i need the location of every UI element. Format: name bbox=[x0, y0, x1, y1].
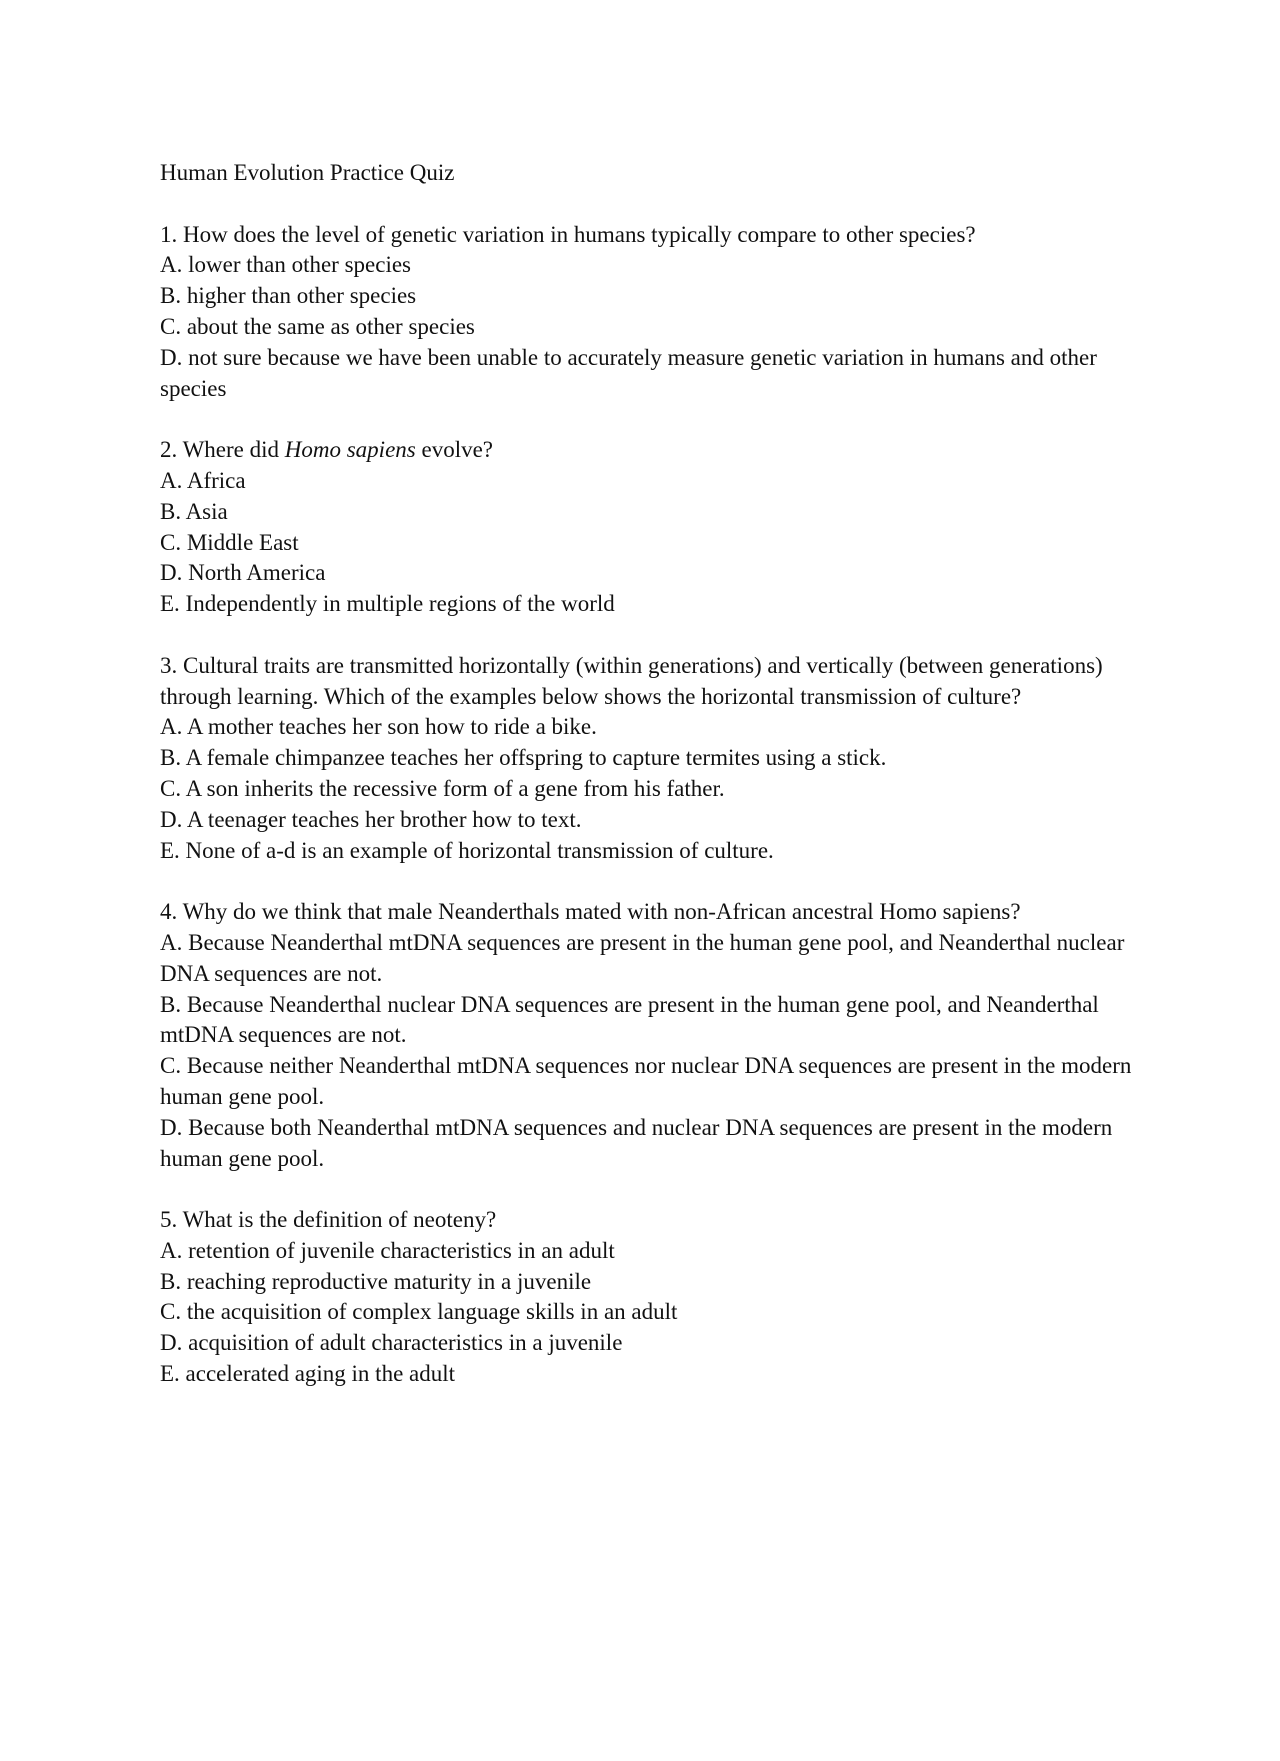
question-prompt bbox=[160, 435, 1140, 466]
question-2 bbox=[160, 435, 1140, 620]
spacer bbox=[160, 620, 1140, 651]
answer-option: A. retention of juvenile characteristics in an adult bbox=[160, 1237, 615, 1263]
question-prompt: 4. Why do we think that male Neanderthals mated with non-African ancestral Homo sapiens? bbox=[160, 899, 1021, 925]
question-1 bbox=[160, 220, 1140, 405]
document-page bbox=[160, 158, 1140, 1390]
spacer bbox=[160, 1174, 1140, 1205]
answer-option: C. about the same as other species bbox=[160, 313, 475, 339]
question-5 bbox=[160, 1205, 1140, 1390]
document-title: Human Evolution Practice Quiz bbox=[160, 160, 455, 185]
question-4 bbox=[160, 897, 1140, 1174]
spacer bbox=[160, 189, 1140, 220]
answer-option: B. higher than other species bbox=[160, 283, 417, 309]
answer-option: A. lower than other species bbox=[160, 252, 412, 278]
answer-option: D. Because both Neanderthal mtDNA sequences and nuclear DNA sequences are present in the modern human gene pool. bbox=[160, 1114, 1113, 1171]
question-prompt: 1. How does the level of genetic variation in humans typically compare to other species? bbox=[160, 221, 976, 247]
spacer bbox=[160, 404, 1140, 435]
answer-option: E. Independently in multiple regions of the world bbox=[160, 591, 615, 617]
answer-option: D. North America bbox=[160, 560, 326, 586]
question-prompt-start: 2. Where did bbox=[160, 437, 285, 463]
answer-option: A. Africa bbox=[160, 467, 246, 493]
question-prompt: 3. Cultural traits are transmitted horizontally (within generations) and vertically (between generations) through learning. Which of the examples below shows the horizontal transmission of culture? bbox=[160, 652, 1103, 709]
species-name: Homo sapiens bbox=[284, 437, 416, 463]
answer-option: C. Middle East bbox=[160, 529, 299, 555]
answer-option: E. None of a-d is an example of horizontal transmission of culture. bbox=[160, 837, 774, 863]
answer-option: C. the acquisition of complex language skills in an adult bbox=[160, 1299, 678, 1325]
answer-option: B. Because Neanderthal nuclear DNA sequences are present in the human gene pool, and Neanderthal mtDNA sequences are not. bbox=[160, 991, 1099, 1048]
answer-option: C. Because neither Neanderthal mtDNA sequences nor nuclear DNA sequences are present in the modern human gene pool. bbox=[160, 1053, 1132, 1109]
answer-option: E. accelerated aging in the adult bbox=[160, 1361, 456, 1387]
answer-option: A. Because Neanderthal mtDNA sequences are present in the human gene pool, and Neanderthal nuclear DNA sequences are not. bbox=[160, 929, 1125, 986]
answer-option: C. A son inherits the recessive form of a gene from his father. bbox=[160, 775, 725, 801]
answer-option: B. reaching reproductive maturity in a juvenile bbox=[160, 1268, 592, 1294]
answer-option: D. acquisition of adult characteristics in a juvenile bbox=[160, 1330, 623, 1356]
spacer bbox=[160, 866, 1140, 897]
answer-option: B. A female chimpanzee teaches her offspring to capture termites using a stick. bbox=[160, 745, 887, 771]
answer-option: D. A teenager teaches her brother how to text. bbox=[160, 806, 582, 832]
question-prompt-end: evolve? bbox=[415, 437, 494, 463]
answer-option: D. not sure because we have been unable to accurately measure genetic variation in humans and other species bbox=[160, 344, 1097, 401]
question-3 bbox=[160, 651, 1140, 867]
question-prompt: 5. What is the definition of neoteny? bbox=[160, 1207, 497, 1233]
answer-option: B. Asia bbox=[160, 498, 228, 524]
answer-option: A. A mother teaches her son how to ride a bike. bbox=[160, 714, 597, 740]
